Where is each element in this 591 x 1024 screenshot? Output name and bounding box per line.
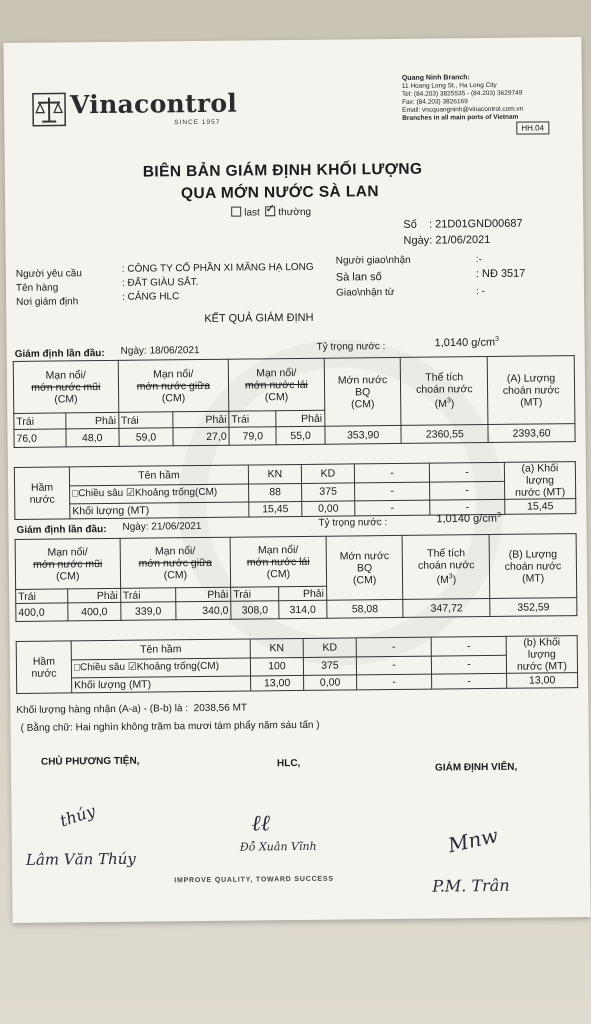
report-date-value: 21/06/2021 [435, 233, 491, 247]
value-cell: 340,0 [176, 601, 231, 620]
barge-value: : NĐ 3517 [475, 267, 526, 281]
value-cell: 353,90 [325, 425, 402, 444]
col-left: Trái [118, 412, 173, 429]
mass-kd: 0,00 [302, 501, 355, 517]
depth-kd: 375 [303, 656, 356, 675]
header-text: Mạn nổi/ [257, 543, 299, 556]
header-text: mớn nước lái [244, 378, 308, 392]
col-left: Trái [229, 411, 276, 427]
value-cell: 400,0 [68, 602, 121, 621]
branch-line: 11 Hoang Long St., Ha Long City [401, 81, 497, 90]
tank-total-text: (b) Khối lượng [523, 636, 561, 661]
header-unit: (CM) [163, 568, 188, 581]
dash-cell: - [354, 463, 429, 482]
depth-row-label: □Chiều sâu ☑Khoảng trống(CM) [71, 657, 250, 677]
survey2-tank-table [16, 635, 579, 694]
header-unit: (MT) [520, 395, 543, 409]
header-unit: (MT) [521, 571, 545, 585]
header-unit: (CM) [56, 569, 80, 583]
header-unit: (CM) [161, 391, 186, 404]
mass-kn: 15,45 [249, 501, 302, 517]
dash-cell: - [355, 482, 430, 501]
header-text: mớn nước mũi [33, 557, 103, 571]
header-text: (A) Lượng [506, 371, 556, 385]
header-text: mớn nước giữa [138, 556, 212, 570]
branch-line: Fax: (84.203) 3826169 [402, 98, 468, 106]
branch-info [402, 74, 524, 123]
dash-cell: - [355, 500, 430, 516]
header-aft [228, 358, 324, 411]
kd-header: KD [303, 638, 356, 657]
branch-name: Quang Ninh Branch: [401, 74, 470, 82]
header-volume: Thể tích choán nước $(M^3)$ [403, 534, 490, 599]
report-number-value: : 21D01GND00687 [428, 217, 523, 231]
tank-label [16, 641, 72, 694]
tank-name-header: Tên hầm [69, 465, 248, 485]
kd-header: KD [301, 464, 354, 483]
value-cell: 48,0 [66, 428, 119, 447]
header-text: Mạn nổi/ [47, 545, 88, 559]
header-unit: (M [434, 398, 448, 411]
dash-cell: - [429, 462, 504, 481]
dash-cell: - [431, 636, 506, 655]
mass-row-label: Khối lượng (MT) [72, 676, 251, 693]
col-left: Trái [231, 587, 279, 601]
barge-label: Sà lan số [335, 271, 382, 284]
from-label: Giao\nhận từ [335, 286, 395, 299]
col-right: Phải [66, 412, 119, 429]
header-displacement [487, 356, 575, 425]
place-value: : CẢNG HLC [122, 291, 180, 303]
header-text: mớn nước lái [246, 555, 310, 569]
survey2-density-value: 1,0140 g/cm [436, 512, 498, 526]
requester-value: : CÔNG TY CỔ PHẦN XI MĂNG HẠ LONG [121, 261, 314, 275]
last-checkbox[interactable] [231, 207, 241, 217]
from-value: : - [475, 286, 485, 298]
value-cell: 347,72 [403, 598, 490, 617]
header-bq [324, 357, 401, 426]
value-cell: 339,0 [120, 602, 175, 621]
header-text: choán nước [417, 559, 475, 572]
document-subtitle: QUA MỚN NƯỚC SÀ LAN [180, 183, 379, 203]
tank-total-value: 15,45 [505, 499, 576, 515]
dash-cell: - [356, 656, 431, 675]
col-right: Phải [68, 588, 120, 603]
header-aft [230, 536, 326, 587]
tank-total-value: 13,00 [507, 673, 578, 689]
value-cell: 400,0 [16, 603, 68, 622]
survey1-draft-table [13, 355, 576, 448]
depth-row-label: □Chiều sâu ☑Khoảng trống(CM) [70, 484, 249, 504]
header-text: Mạn nổi/ [256, 366, 297, 379]
result-title: KẾT QUẢ GIÁM ĐỊNH [204, 311, 314, 325]
value-cell: 308,0 [231, 601, 279, 619]
dash-cell: - [430, 481, 505, 500]
deliverer-label: Người giao\nhận [335, 254, 411, 267]
col-right: Phải [175, 587, 230, 602]
header-text: mớn nước mũi [31, 380, 101, 394]
report-number-label: Số [403, 218, 417, 231]
tank-total-text: (a) Khối lượng [521, 462, 559, 487]
header-mid [120, 537, 231, 588]
cargo-in-words: ( Bằng chữ: Hai nghìn không trăm ba mươi tám phẩy năm sáu tấn ) [20, 719, 320, 734]
depth-kn: 100 [250, 657, 303, 676]
header-text: Mạn nổi/ [153, 367, 194, 381]
last-label: last [244, 207, 260, 219]
header-text: Mạn nổi/ [45, 368, 86, 382]
col-left: Trái [16, 589, 68, 604]
header-unit: (CM) [266, 567, 291, 580]
hlc-signature-scribble: ℓℓ [251, 811, 271, 837]
value-cell: 76,0 [14, 429, 66, 448]
tank-label-text: Hầm [30, 481, 54, 494]
value-cell: 79,0 [229, 427, 276, 445]
dash-cell: - [431, 655, 506, 674]
header-volume: Thể tích choán nước $(M^3)$ [401, 356, 488, 425]
cargo-label: Khối lượng hàng nhận (A-a) - (B-b) là : [16, 703, 189, 716]
header-sup: 3 [446, 397, 451, 405]
header-unit: (CM) [54, 392, 78, 406]
value-cell: 2393,60 [488, 424, 575, 443]
inspector-signature-name: P.M. Trân [432, 875, 510, 896]
value-cell: 59,0 [119, 428, 174, 447]
depth-kn: 88 [249, 483, 302, 502]
report-type-options [231, 206, 311, 219]
tank-total-header [504, 462, 575, 500]
header-text: BQ [356, 561, 373, 574]
col-right: Phải [279, 586, 327, 600]
branch-line: Branches in all main ports of Vietnam [402, 113, 519, 122]
header-displacement [489, 534, 576, 599]
mass-kd: 0,00 [304, 675, 357, 691]
survey2-label: Giám định lần đầu: [16, 523, 107, 536]
value-cell: 55,0 [276, 426, 325, 445]
header-unit: (CM) [352, 573, 377, 586]
kn-header: KN [248, 464, 301, 483]
tank-total-text: nước (MT) [515, 486, 566, 499]
header-text: mớn nước giữa [136, 379, 211, 393]
depth-kd: 375 [302, 482, 355, 501]
header-text: choán nước [504, 559, 562, 573]
col-left: Trái [14, 413, 66, 430]
header-fore [13, 360, 118, 413]
goods-value: : ĐẤT GIÀU SẮT. [121, 277, 199, 289]
logo-since: SINCE 1957 [174, 118, 221, 127]
requester-label: Người yêu cầu [15, 268, 82, 280]
header-text: Thể tích [425, 371, 464, 384]
header-unit: (M [436, 574, 449, 587]
survey1-density-value: 1,0140 g/cm [434, 336, 496, 350]
header-text: Mạn nổi/ [154, 544, 196, 557]
company-slogan: IMPROVE QUALITY, TOWARD SUCCESS [174, 875, 334, 885]
header-text: Thể tích [427, 547, 466, 560]
kn-header: KN [250, 638, 303, 657]
survey1-density-label: Tỷ trọng nước : [316, 341, 386, 353]
tank-label [14, 467, 70, 520]
goods-label: Tên hàng [15, 282, 59, 294]
header-text: Mớn nước [337, 373, 388, 387]
inspector-signature-scribble: Mnw [445, 822, 501, 858]
tank-label-text: nước [29, 493, 55, 506]
header-text: choán nước [416, 383, 473, 396]
report-date-label: Ngày: [403, 234, 433, 247]
normal-checkbox[interactable] [265, 206, 275, 216]
value-cell: 314,0 [279, 600, 327, 618]
hlc-signature-name: Đỗ Xuân Vĩnh [239, 839, 317, 854]
hlc-title: HLC, [276, 757, 301, 770]
place-label: Nơi giám định [16, 296, 79, 308]
survey1-density [435, 336, 500, 349]
survey2-date: Ngày: 21/06/2021 [122, 521, 202, 533]
header-text: (B) Lượng [508, 547, 558, 561]
header-text: BQ [355, 385, 371, 398]
value-cell: 58,08 [326, 599, 403, 618]
owner-signature-name: Lâm Văn Thúy [25, 849, 136, 869]
normal-label: thường [278, 206, 312, 219]
form-code: HH.04 [516, 121, 549, 134]
header-text: choán nước [502, 383, 560, 397]
branch-line: Tel: (84.203) 3825535 - (84.203) 3629749 [401, 89, 523, 98]
deliverer-value: :- [475, 254, 482, 266]
col-right: Phải [276, 410, 325, 427]
survey1-date: Ngày: 18/06/2021 [120, 345, 200, 357]
vinacontrol-logo-icon [32, 92, 66, 126]
owner-title: CHỦ PHƯƠNG TIỆN, [40, 755, 140, 768]
mass-kn: 13,00 [251, 675, 304, 691]
survey1-label: Giám định lần đầu: [14, 348, 105, 360]
cargo-summary [16, 703, 247, 716]
survey2-density-sup: 3 [496, 511, 501, 519]
report-date [403, 234, 490, 247]
dash-cell: - [432, 673, 507, 689]
survey2-density [436, 512, 501, 525]
tank-label-text: nước [31, 667, 57, 680]
document-title: BIÊN BẢN GIÁM ĐỊNH KHỐI LƯỢNG [142, 160, 423, 181]
col-left: Trái [120, 588, 175, 603]
tank-name-header: Tên hầm [71, 639, 250, 659]
dash-cell: - [357, 674, 432, 690]
cargo-value: 2038,56 MT [193, 702, 248, 715]
dash-cell: - [356, 637, 431, 656]
value-cell: 27,0 [173, 427, 229, 446]
logo-text: Vinacontrol [69, 88, 238, 120]
header-sup: 3 [448, 573, 453, 581]
tank-total-header [506, 636, 577, 674]
document-sheet [3, 37, 590, 923]
header-text: Mớn nước [339, 549, 390, 563]
header-bq [326, 535, 403, 600]
survey2-draft-table [15, 533, 578, 622]
value-cell: 2360,55 [401, 424, 488, 443]
header-unit: (CM) [264, 390, 289, 403]
dash-cell: - [430, 499, 505, 515]
survey2-density-label: Tỷ trọng nước : [318, 517, 388, 529]
header-unit: (CM) [351, 397, 375, 410]
tank-total-text: nước (MT) [516, 660, 568, 673]
tank-label-text: Hầm [32, 655, 56, 668]
col-right: Phải [173, 411, 229, 428]
header-fore [15, 538, 120, 589]
branch-line: Email: vncquangninh@vinacontrol.com.vn [402, 105, 524, 114]
owner-signature-scribble: thúy [57, 801, 98, 831]
inspector-title: GIÁM ĐỊNH VIÊN, [434, 761, 518, 774]
mass-row-label: Khối lượng (MT) [70, 502, 249, 519]
header-mid [118, 359, 229, 412]
report-number [403, 218, 522, 231]
survey1-density-sup: 3 [495, 335, 500, 343]
value-cell: 352,59 [490, 598, 577, 617]
